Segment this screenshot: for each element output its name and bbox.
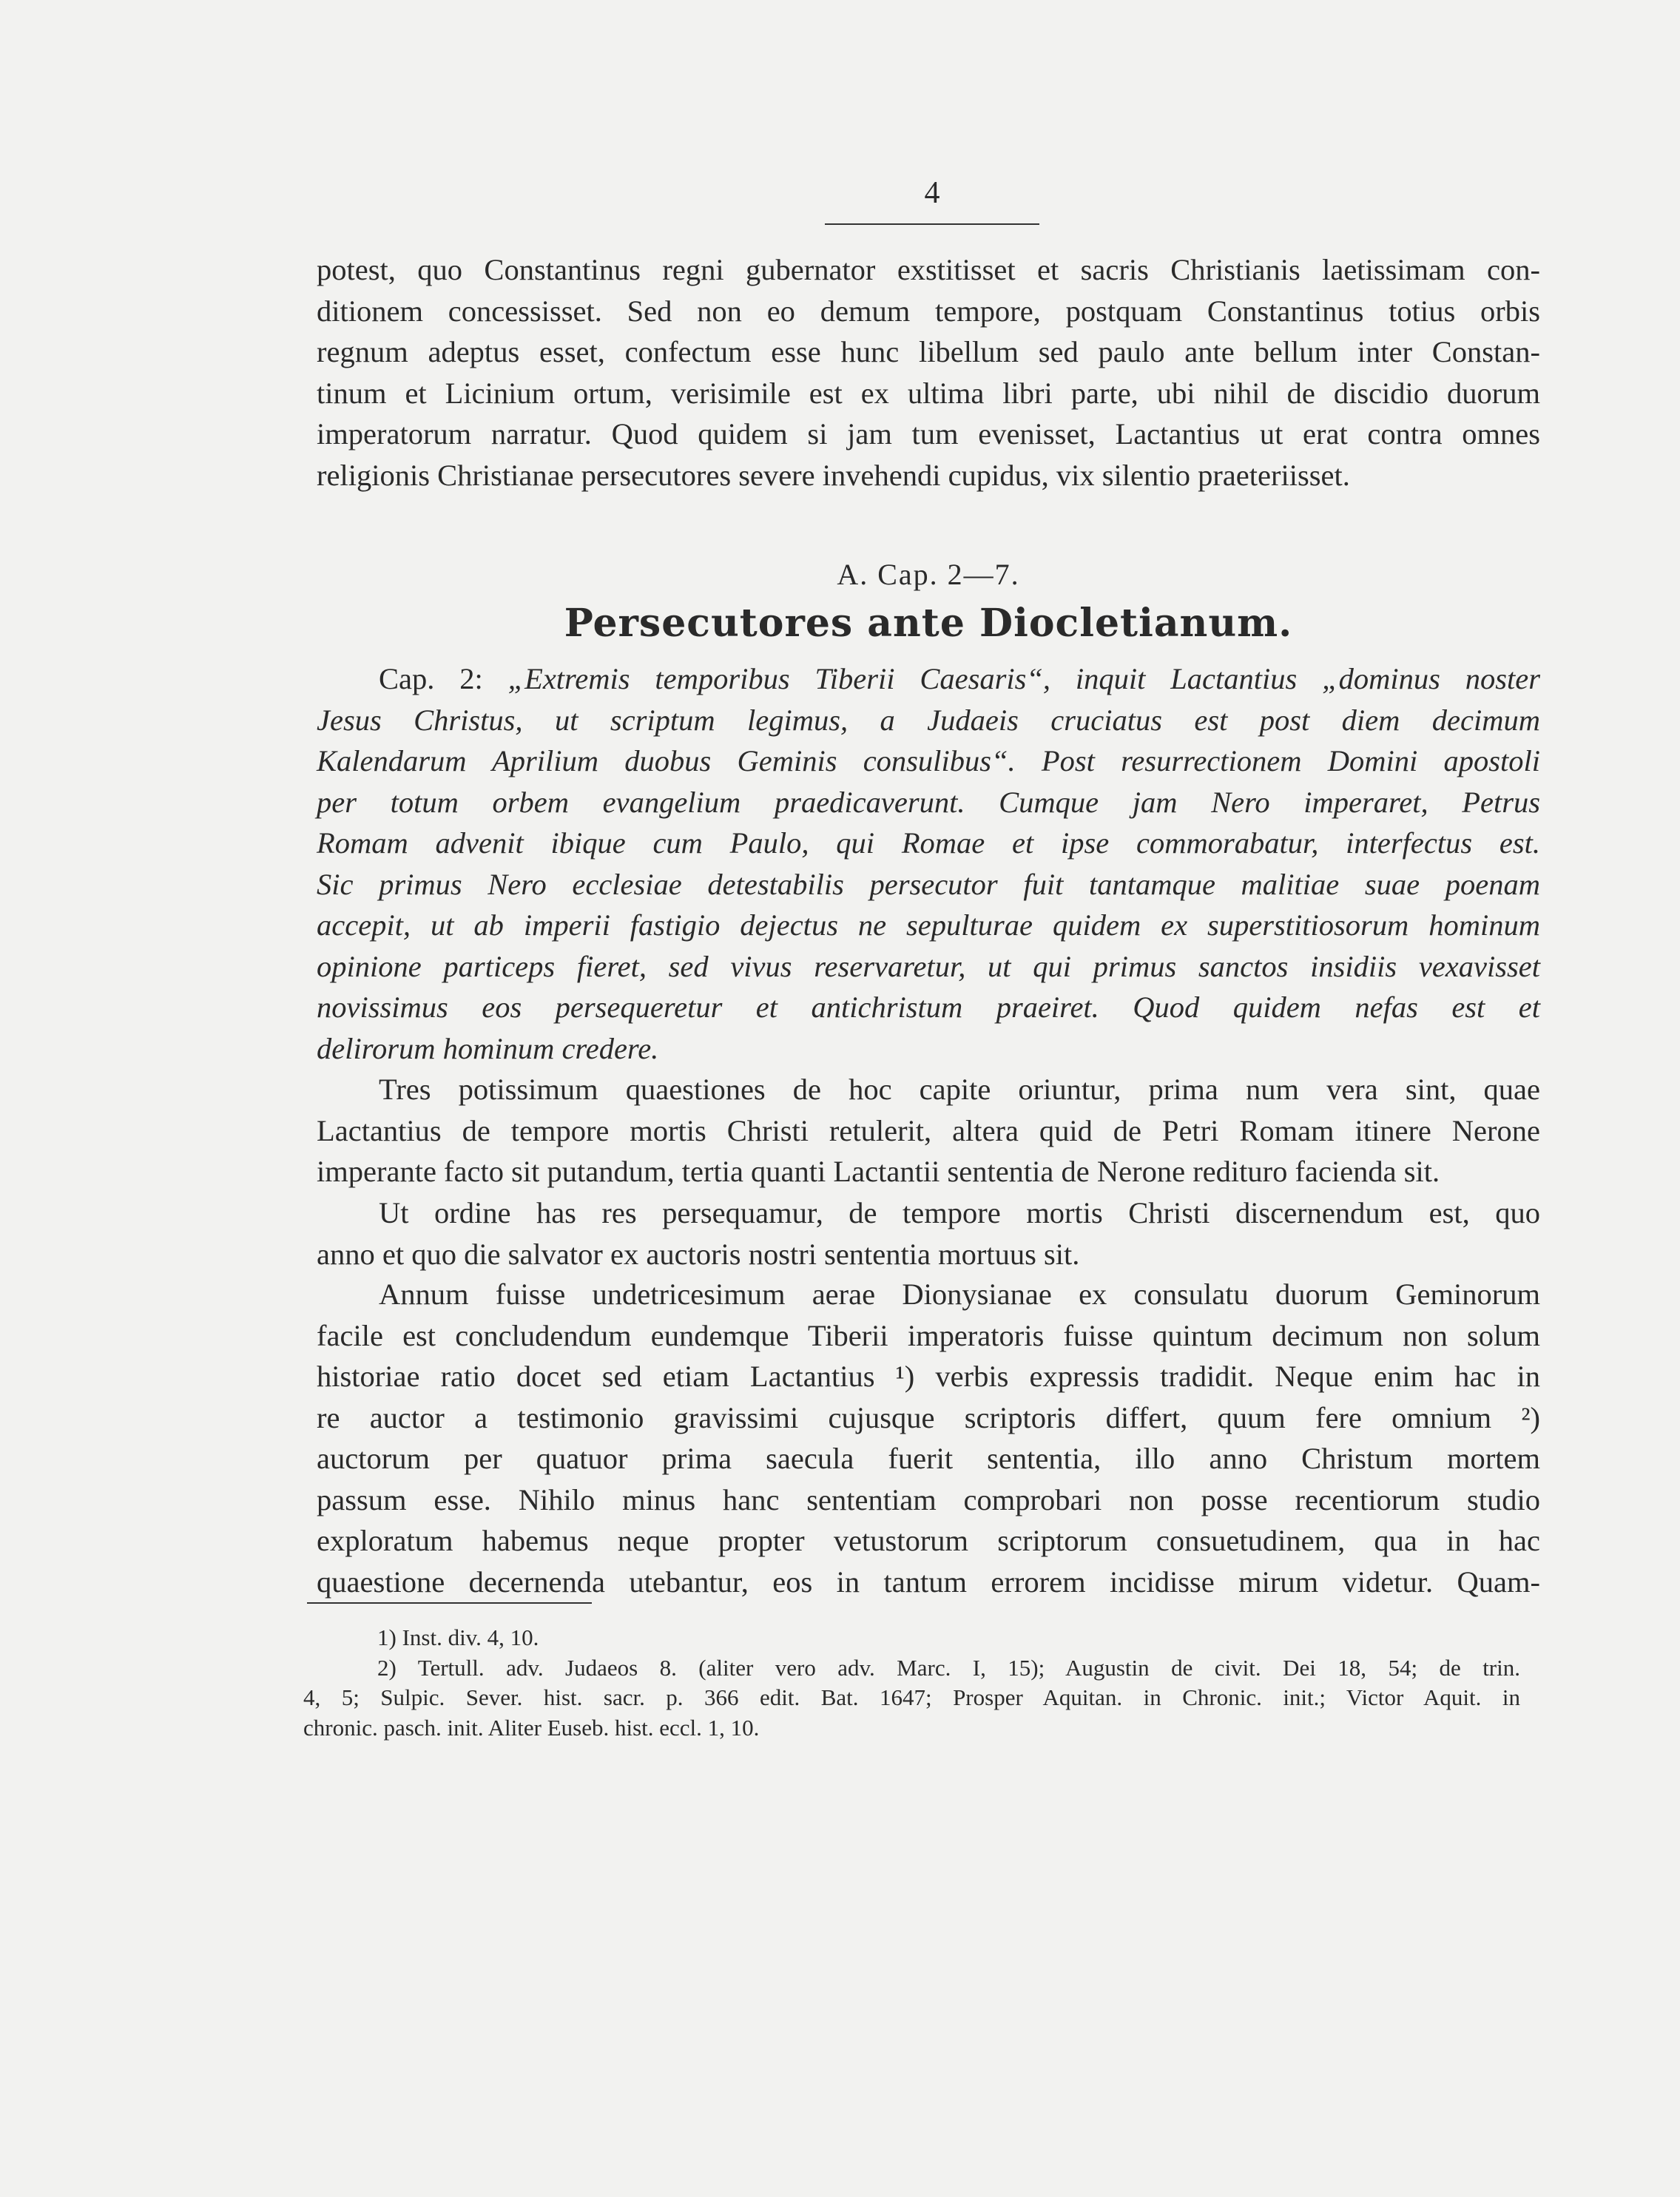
text-line: religionis Christianae persecutores severe invehendi cupidus, vix silentio praeteriisset. bbox=[317, 458, 1350, 492]
text-line: historiae ratio docet sed etiam Lactantius ¹) verbis expressis tradidit. Neque enim hac in bbox=[317, 1360, 1540, 1393]
text-line: per totum orbem evangelium praedicaverunt. Cumque jam Nero imperaret, Petrus bbox=[317, 785, 1540, 819]
text-line: novissimus eos persequeretur et antichristum praeiret. Quod quidem nefas est et bbox=[317, 990, 1540, 1024]
footnote-rule bbox=[307, 1602, 592, 1604]
paragraph-year bbox=[317, 1274, 1540, 1602]
quote-text: „Extremis temporibus Tiberii Caesaris“, inquit Lactantius „dominus noster bbox=[507, 662, 1540, 695]
footnote-1: 1) Inst. div. 4, 10. bbox=[377, 1624, 539, 1650]
text-line: imperante facto sit putandum, tertia quanti Lactantii sententia de Nerone redituro facienda sit. bbox=[317, 1155, 1440, 1188]
text-line: anno et quo die salvator ex auctoris nostri sententia mortuus sit. bbox=[317, 1237, 1080, 1271]
text-line: Sic primus Nero ecclesiae detestabilis persecutor fuit tantamque malitiae suae poenam bbox=[317, 867, 1540, 901]
text-line: Annum fuisse undetricesimum aerae Dionysianae ex consulatu duorum Geminorum bbox=[379, 1278, 1540, 1311]
paragraph-questions bbox=[317, 1069, 1540, 1192]
quote-lead: Cap. 2: bbox=[379, 662, 508, 695]
text-line: regnum adeptus esset, confectum esse hunc libellum sed paulo ante bellum inter Constan- bbox=[317, 335, 1540, 368]
text-line: accepit, ut ab imperii fastigio dejectus ne sepulturae quidem ex superstitiosorum hominum bbox=[317, 908, 1540, 942]
text-line: quaestione decernenda utebantur, eos in tantum errorem incidisse mirum videtur. Quam- bbox=[317, 1565, 1540, 1599]
text-line bbox=[317, 658, 1540, 700]
section-heading: A. Cap. 2—7. bbox=[837, 558, 1020, 591]
text-line: Tres potissimum quaestiones de hoc capite oriuntur, prima num vera sint, quae bbox=[379, 1073, 1540, 1106]
text-line: Kalendarum Aprilium duobus Geminis consulibus“. Post resurrectionem Domini apostoli bbox=[317, 744, 1540, 777]
text-line: delirorum hominum credere. bbox=[317, 1031, 659, 1065]
page-number: 4 bbox=[924, 176, 940, 210]
text-line: opinione particeps fieret, sed vivus reservaretur, ut qui primus sanctos insidiis vexavisset bbox=[317, 949, 1540, 983]
footnote-2-line: 2) Tertull. adv. Judaeos 8. (aliter vero adv. Marc. I, 15); Augustin de civit. Dei 18, 54; de trin. bbox=[377, 1654, 1520, 1681]
paragraph-intro bbox=[317, 249, 1540, 496]
paragraph-order bbox=[317, 1192, 1540, 1275]
text-line: facile est concludendum eundemque Tiberii imperatoris fuisse quintum decimum non solum bbox=[317, 1318, 1540, 1352]
section-title: Persecutores ante Diocletianum. bbox=[564, 601, 1293, 646]
text-line: passum esse. Nihilo minus hanc sententiam comprobari non posse recentiorum studio bbox=[317, 1482, 1540, 1516]
text-line: re auctor a testimonio gravissimi cujusque scriptoris differt, quum fere omnium ²) bbox=[317, 1400, 1540, 1434]
text-line: Lactantius de tempore mortis Christi retulerit, altera quid de Petri Romam itinere Nerone bbox=[317, 1113, 1540, 1147]
text-line: Romam advenit ibique cum Paulo, qui Romae et ipse commorabatur, interfectus est. bbox=[317, 826, 1540, 860]
text-line: imperatorum narratur. Quod quidem si jam tum evenisset, Lactantius ut erat contra omnes bbox=[317, 417, 1540, 450]
footnote-2-line: 4, 5; Sulpic. Sever. hist. sacr. p. 366 edit. Bat. 1647; Prosper Aquitan. in Chronic. init.; Victor Aquit. in bbox=[303, 1684, 1520, 1710]
quote-paragraph bbox=[317, 658, 1540, 1069]
text-line: ditionem concessisset. Sed non eo demum tempore, postquam Constantinus totius orbis bbox=[317, 294, 1540, 328]
text-line: exploratum habemus neque propter vetustorum scriptorum consuetudinem, qua in hac bbox=[317, 1524, 1540, 1557]
text-line: Ut ordine has res persequamur, de tempore mortis Christi discernendum est, quo bbox=[379, 1196, 1540, 1229]
text-line: potest, quo Constantinus regni gubernator exstitisset et sacris Christianis laetissimam con- bbox=[317, 253, 1540, 286]
text-line: Jesus Christus, ut scriptum legimus, a Judaeis cruciatus est post diem decimum bbox=[317, 703, 1540, 737]
footnotes bbox=[303, 1623, 1520, 1743]
page-number-rule bbox=[825, 223, 1039, 225]
text-line: tinum et Licinium ortum, verisimile est ex ultima libri parte, ubi nihil de discidio duorum bbox=[317, 376, 1540, 410]
text-line: auctorum per quatuor prima saecula fuerit sententia, illo anno Christum mortem bbox=[317, 1442, 1540, 1475]
footnote-2-line: chronic. pasch. init. Aliter Euseb. hist. eccl. 1, 10. bbox=[303, 1714, 760, 1741]
